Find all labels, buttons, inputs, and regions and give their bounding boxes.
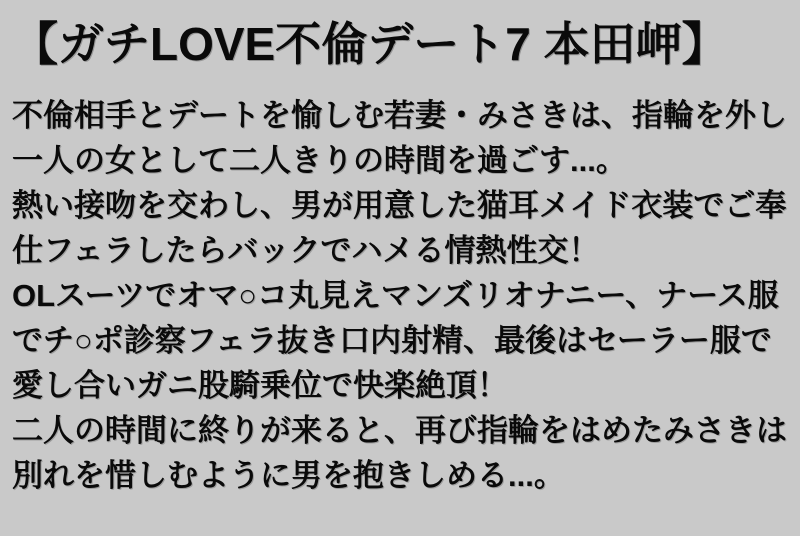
description-line: でチ○ポ診察フェラ抜き口内射精、最後はセーラー服で	[12, 323, 772, 359]
description-line: OLスーツでオマ○コ丸見えマンズリオナニー、ナース服	[12, 278, 779, 314]
description-line: 愛し合いガニ股騎乗位で快楽絶頂！	[12, 368, 508, 404]
description-line: 別れを惜しむように男を抱きしめる...。	[12, 458, 565, 494]
description-line: 不倫相手とデートを愉しむ若妻・みさきは、指輪を外し	[12, 98, 787, 134]
description-line: 一人の女として二人きりの時間を過ごす...。	[12, 143, 627, 179]
page-title: 【ガチLOVE不倫デート7 本田岬】	[12, 18, 728, 70]
description-line: 二人の時間に終りが来ると、再び指輪をはめたみさきは	[12, 413, 787, 449]
description-text	[12, 93, 796, 498]
description-line: 熱い接吻を交わし、男が用意した猫耳メイド衣装でご奉	[12, 188, 787, 224]
description-line: 仕フェラしたらバックでハメる情熱性交！	[12, 233, 600, 269]
